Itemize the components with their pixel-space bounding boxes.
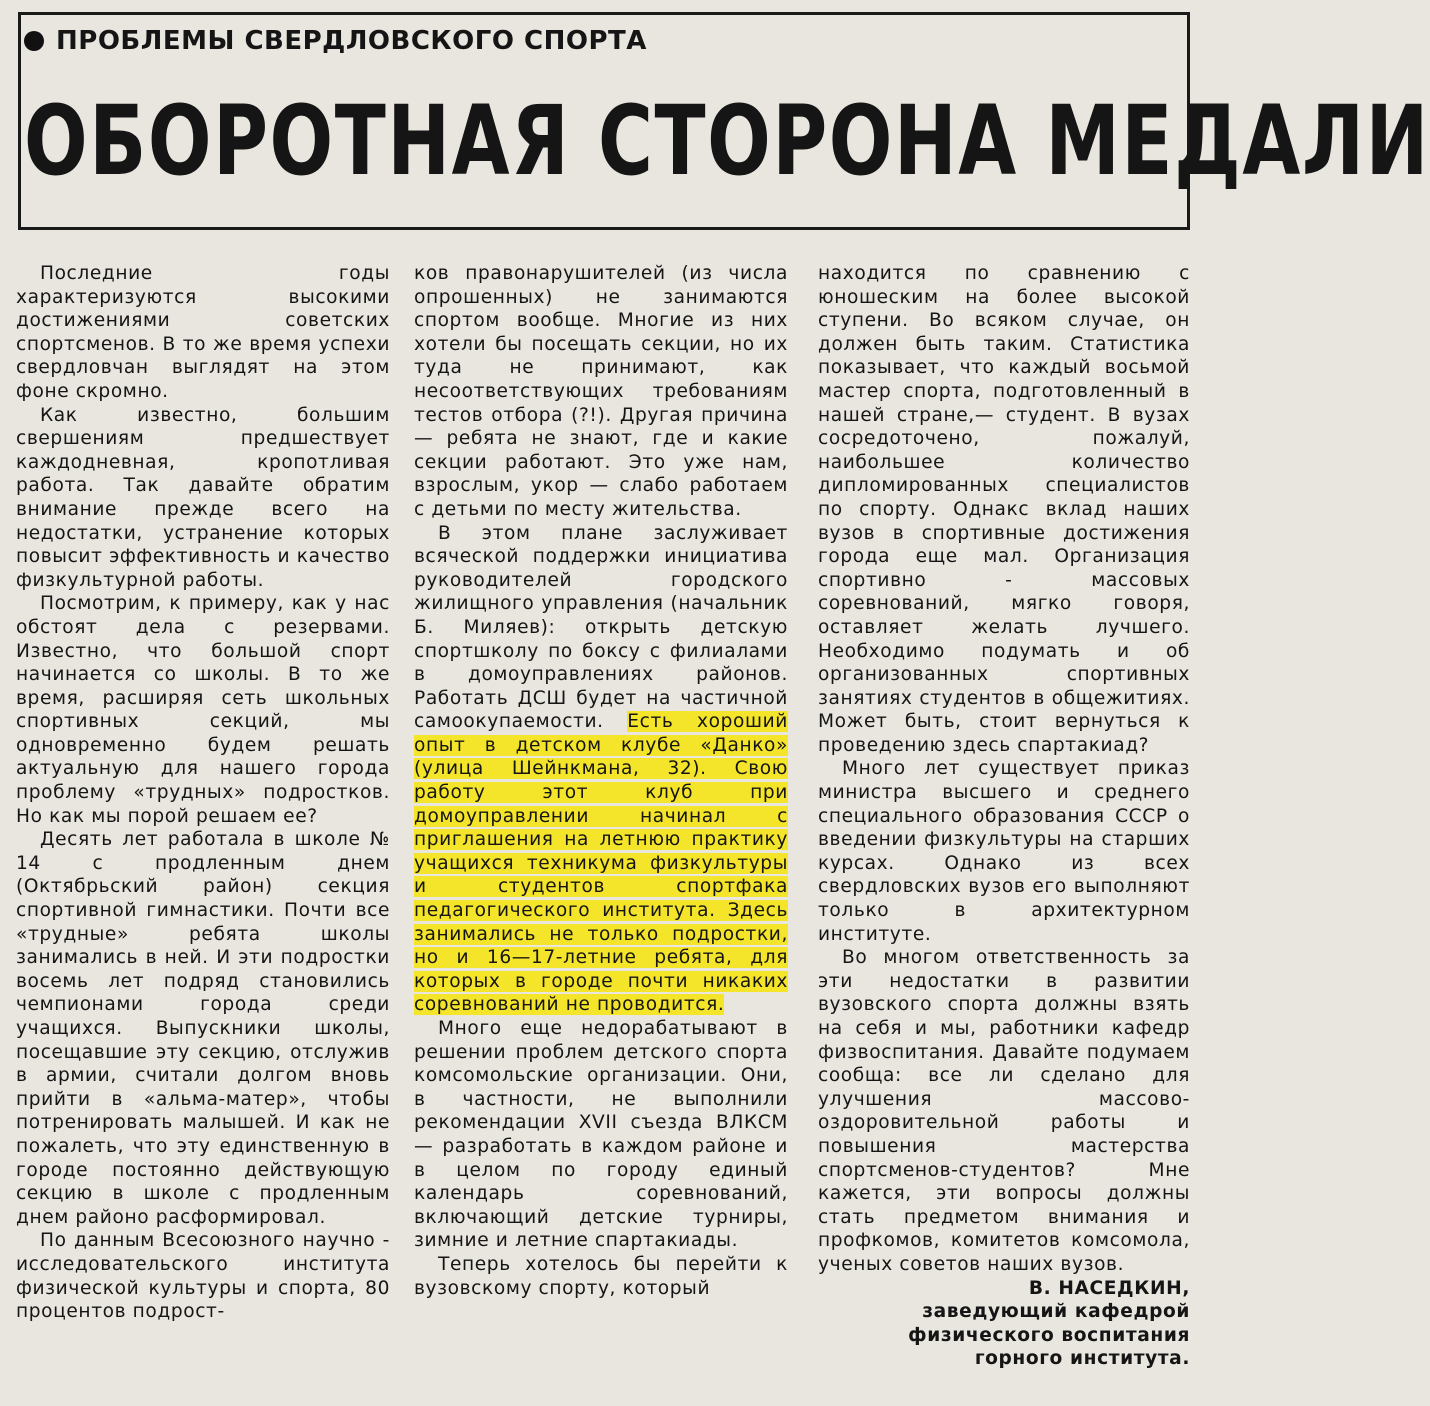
paragraph: находится по сравнению с юношеским на более высокой ступени. Во всяком случае, он должен быть таким. Статистика показывает, что каждый восьмой мастер спорта, подготовленный в нашей стране,— студент. В вузах сосредоточено, пожалуй, наибольшее количество дипломированных специалистов по спорту. Однакс вклад наших вузов в спортивные достижения города еще мал. Организация спортивно - массовых соревнований, мягко говоря, оставляет желать лучшего. Необходимо подумать и об организованных спортивных занятиях студентов в общежитиях. Может быть, стоит вернуться к проведению здесь спартакиад? xyxy=(818,263,1190,756)
paragraph: По данным Всесоюзного научно - исследовательского института физической культуры и спорта, 80 процентов подрост- xyxy=(16,1230,390,1323)
bullet-icon xyxy=(24,31,44,51)
column-3 xyxy=(818,262,1190,1371)
paragraph xyxy=(414,522,788,1017)
rubric-text: ПРОБЛЕМЫ СВЕРДЛОВСКОГО СПОРТА xyxy=(56,26,647,56)
column-2 xyxy=(414,262,788,1300)
paragraph: ков правонарушителей (из числа опрошенных) не занимаются спортом вообще. Многие из них хотели бы посещать секции, но их туда не принимают, как несоответствующих требованиям тестов отбора (?!). Другая причина — ребята не знают, где и какие секции работают. Это уже нам, взрослым, укор — слабо работаем с детьми по месту жительства. xyxy=(414,263,788,520)
paragraph: Во многом ответственность за эти недостатки в развитии вузовского спорта должны взять на себя и мы, работники кафедр физвоспитания. Давайте подумаем сообща: все ли сделано для улучшения массово-оздоровительной работы и повышения мастерства спортсменов-студентов? Мне кажется, эти вопросы должны стать предметом внимания и профкомов, комитетов комсомола, ученых советов наших вузов. xyxy=(818,947,1190,1275)
author-name: В. НАСЕДКИН, xyxy=(1028,1277,1190,1299)
rubric xyxy=(24,26,647,56)
author-position-2: физического воспитания xyxy=(908,1324,1190,1346)
paragraph: Много еще недорабатывают в решении проблем детского спорта комсомольские организации. Они, в частности, не выполнили рекомендации XVII съезда ВЛКСМ — разработать в каждом районе и в целом по городу единый календарь соревнований, включающий детские турниры, зимние и летние спартакиады. xyxy=(414,1018,788,1252)
paragraph: Последние годы характеризуются высокими достижениями советских спортсменов. В то же время успехи свердловчан выглядят на этом фоне скромно. xyxy=(16,263,390,402)
column-1 xyxy=(16,262,390,1324)
paragraph-part: В этом плане заслуживает всяческой поддержки инициатива руководителей городского жилищного управления (начальник Б. Миляев): открыть детскую спортшколу по боксу с филиалами в домоуправлениях районов. Работать ДСШ будет на частичной самоокупаемости. xyxy=(414,522,788,733)
paragraph: Много лет существует приказ министра высшего и среднего специального образования СССР о введении физкультуры на старших курсах. Однако из всех свердловских вузов его выполняют только в архитектурном институте. xyxy=(818,758,1190,945)
paragraph: Как известно, большим свершениям предшествует каждодневная, кропотливая работа. Так давайте обратим внимание прежде всего на недостатки, устранение которых повысит эффективность и качество физкультурной работы. xyxy=(16,404,390,591)
paragraph: Посмотрим, к примеру, как у нас обстоят дела с резервами. Известно, что большой спорт начинается со школы. В то же время, расширяя сеть школьных спортивных секций, мы одновременно будем решать актуальную для нашего города проблему «трудных» подростков. Но как мы порой решаем ее? xyxy=(16,593,390,827)
author-position-3: горного института. xyxy=(974,1348,1190,1370)
author-position-1: заведующий кафедрой xyxy=(922,1301,1190,1323)
paragraph: Десять лет работала в школе № 14 с продленным днем (Октябрьский район) секция спортивной гимнастики. Почти все «трудные» ребята школы занимались в ней. И эти подростки восемь лет подряд становились чемпионами города среди учащихся. Выпускники школы, посещавшие эту секцию, отслужив в армии, считали долгом вновь прийти в «альма-матер», чтобы потренировать малышей. И как не пожалеть, что эту единственную в городе постоянно действующую секцию в школе с продленным днем районо расформировал. xyxy=(16,829,390,1228)
headline: ОБОРОТНАЯ СТОРОНА МЕДАЛИ xyxy=(24,85,1430,197)
highlighted-text: Есть хороший опыт в детском клубе «Данко» (улица Шейнкмана, 32). Свою работу этот клуб при домоуправлении начинал с приглашения на летнюю практику учащихся техникума физкультуры и студентов спортфака педагогического института. Здесь занимались не только подростки, но и 16—17-летние ребята, для которых в городе почти никаких соревнований не проводится. xyxy=(414,711,788,1016)
paragraph: Теперь хотелось бы перейти к вузовскому спорту, который xyxy=(414,1253,788,1299)
